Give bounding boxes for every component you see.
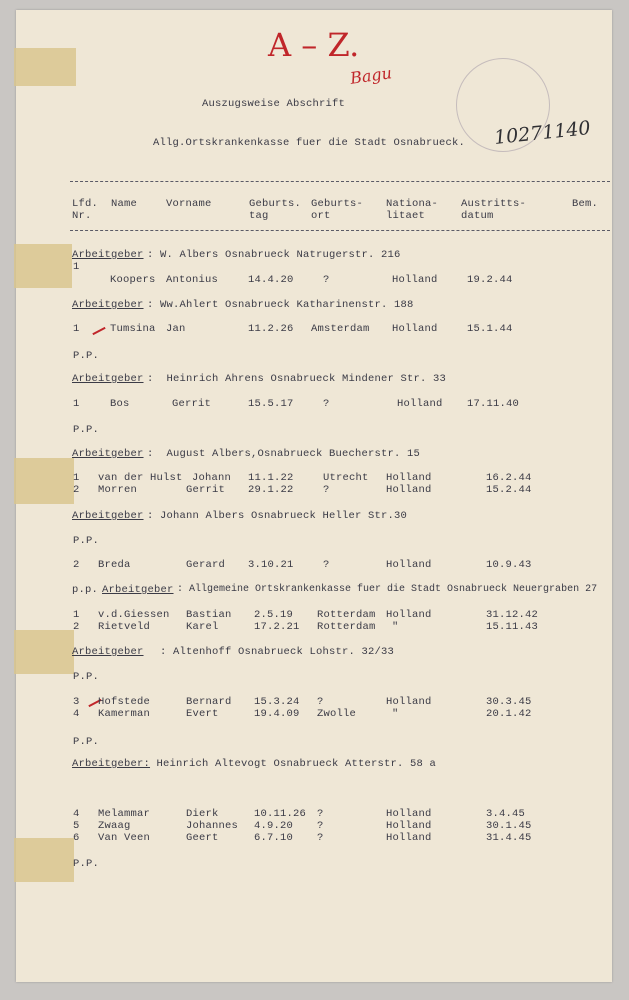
row-aus: 3.4.45 <box>486 808 526 820</box>
divider <box>70 230 610 231</box>
row-vorname: Johannes <box>186 820 239 832</box>
row-nat: Holland <box>392 323 438 335</box>
row-nr: 5 <box>73 820 80 832</box>
row-aus: 17.11.40 <box>467 398 520 410</box>
row-nat: Holland <box>386 696 432 708</box>
pp-note: P.P. <box>73 350 100 362</box>
row-vorname: Evert <box>186 708 219 720</box>
employer-text: : W. Albers Osnabrueck Natrugerstr. 216 <box>147 249 401 261</box>
row-nr: 3 <box>73 696 80 708</box>
row-aus: 15.11.43 <box>486 621 539 633</box>
divider <box>70 181 610 182</box>
col-vorname: Vorname <box>166 198 212 210</box>
row-name: Van Veen <box>98 832 151 844</box>
row-aus: 30.3.45 <box>486 696 532 708</box>
row-tag: 2.5.19 <box>254 609 294 621</box>
row-nr: 1 <box>73 323 80 335</box>
row-name: Melammar <box>98 808 151 820</box>
row-nr: 1 <box>73 472 80 484</box>
row-nat: " <box>392 621 399 633</box>
row-name: Rietveld <box>98 621 151 633</box>
row-tag: 4.9.20 <box>254 820 294 832</box>
row-name: Koopers <box>110 274 156 286</box>
col-geburtstag-2: tag <box>249 210 269 222</box>
row-aus: 31.12.42 <box>486 609 539 621</box>
row-vorname: Gerrit <box>172 398 212 410</box>
row-tag: 15.5.17 <box>248 398 294 410</box>
row-ort: ? <box>323 484 330 496</box>
row-nat: Holland <box>386 820 432 832</box>
document-subheading: Allg.Ortskrankenkasse fuer die Stadt Osnabrueck. <box>153 137 466 149</box>
row-ort: ? <box>323 274 330 286</box>
col-nationalitaet: Nationa- <box>386 198 439 210</box>
row-ort: ? <box>323 398 330 410</box>
row-aus: 15.1.44 <box>467 323 513 335</box>
employer-text: : Altenhoff Osnabrueck Lohstr. 32/33 <box>160 646 395 658</box>
row-nr: 4 <box>73 708 80 720</box>
row-name: v.d.Giessen <box>98 609 170 621</box>
row-nat: Holland <box>386 808 432 820</box>
pp-note: P.P. <box>73 858 100 870</box>
row-nr: 6 <box>73 832 80 844</box>
tape-strip <box>14 630 74 674</box>
row-vorname: Bernard <box>186 696 232 708</box>
row-tag: 29.1.22 <box>248 484 294 496</box>
row-name: Breda <box>98 559 131 571</box>
document-heading: Auszugsweise Abschrift <box>202 98 346 110</box>
row-name: van der Hulst <box>98 472 183 484</box>
row-tag: 19.4.09 <box>254 708 300 720</box>
employer-text: Heinrich Altevogt Osnabrueck Atterstr. 58 a <box>150 758 437 770</box>
employer-label: Arbeitgeber: <box>72 758 151 770</box>
row-tag: 3.10.21 <box>248 559 294 571</box>
row-vorname: Gerard <box>186 559 226 571</box>
col-nr: Nr. <box>72 210 92 222</box>
employer-label: Arbeitgeber <box>72 646 144 658</box>
handwritten-number: 10271140 <box>493 117 592 149</box>
row-aus: 20.1.42 <box>486 708 532 720</box>
row-tag: 15.3.24 <box>254 696 300 708</box>
handwritten-note: Bagu <box>348 63 393 88</box>
col-austrittsdatum: Austritts- <box>461 198 527 210</box>
row-vorname: Jan <box>166 323 186 335</box>
row-ort: Rotterdam <box>317 609 376 621</box>
row-vorname: Dierk <box>186 808 219 820</box>
row-vorname: Bastian <box>186 609 232 621</box>
pp-note: P.P. <box>73 736 100 748</box>
tape-strip <box>14 458 74 504</box>
row-tag: 11.2.26 <box>248 323 294 335</box>
row-ort: Utrecht <box>323 472 369 484</box>
row-name: Hofstede <box>98 696 151 708</box>
row-tag: 10.11.26 <box>254 808 307 820</box>
row-aus: 19.2.44 <box>467 274 513 286</box>
row-vorname: Antonius <box>166 274 219 286</box>
row-ort: ? <box>317 808 324 820</box>
row-nat: Holland <box>386 472 432 484</box>
row-vorname: Johann <box>192 472 232 484</box>
employer-text: : Ww.Ahlert Osnabrueck Katharinenstr. 188 <box>147 299 414 311</box>
employer-text: : Allgemeine Ortskrankenkasse fuer die Stadt Osnabrueck Neuergraben 27 <box>177 584 598 595</box>
row-ort: ? <box>317 696 324 708</box>
row-aus: 16.2.44 <box>486 472 532 484</box>
row-tag: 17.2.21 <box>254 621 300 633</box>
pp-note: P.P. <box>73 671 100 683</box>
pp-note: P.P. <box>73 424 100 436</box>
row-aus: 30.1.45 <box>486 820 532 832</box>
row-nr: 2 <box>73 484 80 496</box>
row-name: Morren <box>98 484 138 496</box>
row-vorname: Geert <box>186 832 219 844</box>
row-name: Tumsina <box>110 323 156 335</box>
row-nat: Holland <box>386 832 432 844</box>
employer-label: Arbeitgeber <box>72 373 144 385</box>
row-nr: 1 <box>73 398 80 410</box>
col-nationalitaet-2: litaet <box>386 210 426 222</box>
col-geburtstag: Geburts. <box>249 198 302 210</box>
employer-label: Arbeitgeber <box>72 299 144 311</box>
row-nat: Holland <box>397 398 443 410</box>
row-nat: Holland <box>386 609 432 621</box>
row-aus: 31.4.45 <box>486 832 532 844</box>
row-aus: 15.2.44 <box>486 484 532 496</box>
handwritten-title: A – Z. <box>268 26 360 64</box>
employer-label: Arbeitgeber <box>72 249 144 261</box>
row-ort: Zwolle <box>317 708 357 720</box>
employer-text: : August Albers,Osnabrueck Buecherstr. 15 <box>147 448 421 460</box>
row-name: Kamerman <box>98 708 151 720</box>
row-vorname: Gerrit <box>186 484 226 496</box>
col-geburtsort: Geburts- <box>311 198 364 210</box>
row-nr: 4 <box>73 808 80 820</box>
col-name: Name <box>111 198 138 210</box>
employer-label: Arbeitgeber <box>72 510 144 522</box>
row-ort: ? <box>323 559 330 571</box>
row-ort: ? <box>317 832 324 844</box>
tape-strip <box>14 244 72 288</box>
row-aus: 10.9.43 <box>486 559 532 571</box>
col-bemerkung: Bem. <box>572 198 599 210</box>
row-ort: ? <box>317 820 324 832</box>
row-ort: Amsterdam <box>311 323 370 335</box>
row-nat: " <box>392 708 399 720</box>
row-tag: 6.7.10 <box>254 832 294 844</box>
col-lfd: Lfd. <box>72 198 99 210</box>
row-nat: Holland <box>392 274 438 286</box>
row-nr: 2 <box>73 559 80 571</box>
employer-text: : Johann Albers Osnabrueck Heller Str.30 <box>147 510 408 522</box>
pp-note: P.P. <box>73 535 100 547</box>
row-tag: 11.1.22 <box>248 472 294 484</box>
row-name: Bos <box>110 398 130 410</box>
col-austrittsdatum-2: datum <box>461 210 494 222</box>
employer-text: : Heinrich Ahrens Osnabrueck Mindener Str. 33 <box>147 373 447 385</box>
row-nat: Holland <box>386 559 432 571</box>
employer-label: Arbeitgeber <box>102 584 174 596</box>
row-nr: 2 <box>73 621 80 633</box>
row-nr: 1 <box>73 261 80 273</box>
row-nat: Holland <box>386 484 432 496</box>
row-ort: Rotterdam <box>317 621 376 633</box>
row-vorname: Karel <box>186 621 219 633</box>
col-geburtsort-2: ort <box>311 210 331 222</box>
tape-strip <box>14 838 74 882</box>
row-name: Zwaag <box>98 820 131 832</box>
employer-prefix: p.p. <box>72 584 99 596</box>
tape-strip <box>14 48 76 86</box>
row-nr: 1 <box>73 609 80 621</box>
row-tag: 14.4.20 <box>248 274 294 286</box>
employer-label: Arbeitgeber <box>72 448 144 460</box>
